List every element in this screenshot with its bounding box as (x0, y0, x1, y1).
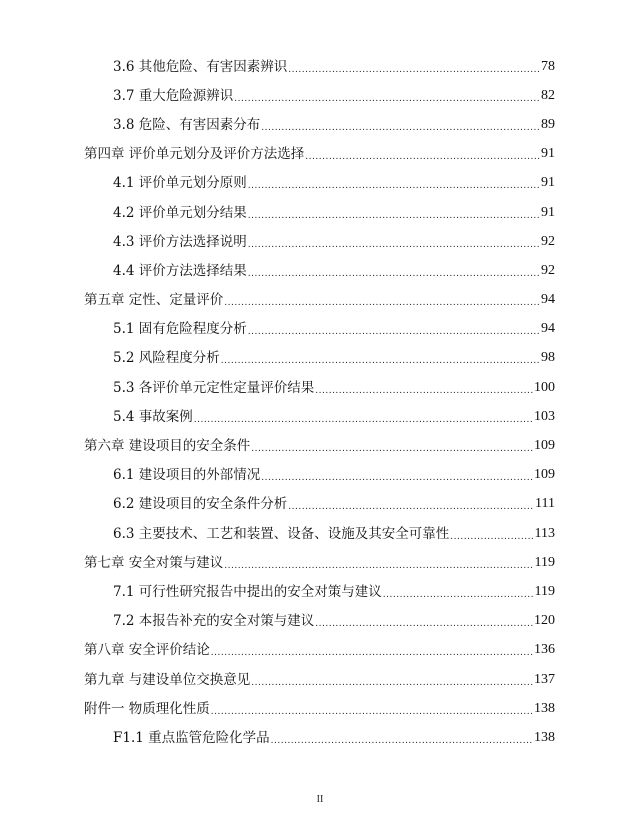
toc-entry-label: 第五章 定性、定量评价 (84, 292, 224, 309)
toc-dot-leader (261, 470, 533, 486)
toc-section-entry[interactable] (0, 198, 640, 227)
toc-section-entry[interactable] (0, 723, 640, 752)
toc-entry-page-number: 119 (534, 583, 555, 599)
toc-entry-page-number: 138 (534, 700, 555, 716)
toc-dot-leader (251, 675, 533, 691)
toc-section-entry[interactable] (0, 110, 640, 139)
toc-chapter-entry[interactable] (0, 286, 640, 315)
toc-dot-leader (288, 62, 540, 78)
toc-entry-label: 7.1 可行性研究报告中提出的安全对策与建议 (113, 583, 382, 600)
toc-dot-leader (224, 295, 540, 311)
toc-entry-label: 3.8 危险、有害因素分布 (113, 116, 261, 133)
toc-dot-leader (248, 178, 540, 194)
toc-dot-leader (251, 441, 533, 457)
toc-entry-page-number: 89 (541, 116, 555, 132)
toc-dot-leader (248, 208, 540, 224)
toc-entry-label: 4.3 评价方法选择说明 (113, 233, 247, 250)
toc-dot-leader (383, 587, 534, 603)
toc-dot-leader (211, 704, 533, 720)
toc-entry-label: F1.1 重点监管危险化学品 (113, 729, 270, 746)
toc-entry-label: 5.3 各评价单元定性定量评价结果 (113, 379, 315, 396)
toc-section-entry[interactable] (0, 256, 640, 285)
toc-dot-leader (248, 237, 540, 253)
toc-entry-page-number: 94 (541, 292, 555, 308)
toc-entry-page-number: 98 (541, 350, 555, 366)
toc-entry-label: 5.1 固有危险程度分析 (113, 321, 247, 338)
toc-dot-leader (288, 499, 534, 515)
toc-section-entry[interactable] (0, 373, 640, 402)
toc-dot-leader (315, 383, 533, 399)
toc-dot-leader (450, 529, 533, 545)
toc-entry-page-number: 119 (534, 554, 555, 570)
toc-entry-label: 第四章 评价单元划分及评价方法选择 (84, 146, 305, 163)
toc-dot-leader (261, 120, 540, 136)
toc-entry-label: 4.4 评价方法选择结果 (113, 262, 247, 279)
toc-entry-label: 4.1 评价单元划分原则 (113, 175, 247, 192)
toc-chapter-entry[interactable] (0, 694, 640, 723)
toc-entry-page-number: 94 (541, 321, 555, 337)
toc-section-entry[interactable] (0, 52, 640, 81)
toc-dot-leader (248, 266, 540, 282)
toc-section-entry[interactable] (0, 344, 640, 373)
toc-entry-page-number: 91 (541, 204, 555, 220)
toc-entry-label: 第六章 建设项目的安全条件 (84, 438, 251, 455)
toc-entry-label: 6.2 建设项目的安全条件分析 (113, 496, 288, 513)
toc-chapter-entry[interactable] (0, 431, 640, 460)
toc-dot-leader (305, 149, 540, 165)
toc-entry-page-number: 113 (534, 525, 555, 541)
toc-section-entry[interactable] (0, 402, 640, 431)
toc-entry-label: 6.3 主要技术、工艺和装置、设备、设施及其安全可靠性 (113, 525, 450, 542)
toc-dot-leader (248, 324, 540, 340)
toc-entry-label: 第七章 安全对策与建议 (84, 554, 224, 571)
toc-entry-page-number: 103 (534, 408, 555, 424)
toc-entry-page-number: 92 (541, 233, 555, 249)
toc-entry-label: 5.4 事故案例 (113, 408, 193, 425)
toc-dot-leader (194, 412, 533, 428)
toc-dot-leader (271, 733, 533, 749)
toc-entry-label: 7.2 本报告补充的安全对策与建议 (113, 613, 315, 630)
table-of-contents (0, 52, 640, 753)
toc-chapter-entry[interactable] (0, 140, 640, 169)
toc-entry-page-number: 120 (534, 613, 555, 629)
toc-dot-leader (224, 558, 533, 574)
toc-section-entry[interactable] (0, 519, 640, 548)
toc-entry-page-number: 109 (534, 467, 555, 483)
toc-section-entry[interactable] (0, 490, 640, 519)
toc-entry-label: 5.2 风险程度分析 (113, 350, 220, 367)
toc-entry-label: 第九章 与建设单位交换意见 (84, 671, 251, 688)
toc-dot-leader (234, 91, 540, 107)
toc-entry-label: 附件一 物质理化性质 (84, 700, 210, 717)
toc-entry-label: 6.1 建设项目的外部情况 (113, 467, 261, 484)
toc-dot-leader (211, 645, 533, 661)
toc-dot-leader (315, 616, 533, 632)
toc-section-entry[interactable] (0, 169, 640, 198)
toc-section-entry[interactable] (0, 461, 640, 490)
toc-section-entry[interactable] (0, 315, 640, 344)
toc-chapter-entry[interactable] (0, 665, 640, 694)
page-number: II (316, 794, 324, 805)
toc-section-entry[interactable] (0, 577, 640, 606)
toc-entry-label: 3.7 重大危险源辨识 (113, 87, 234, 104)
toc-chapter-entry[interactable] (0, 548, 640, 577)
toc-entry-page-number: 91 (541, 175, 555, 191)
toc-entry-page-number: 138 (534, 729, 555, 745)
toc-entry-label: 3.6 其他危险、有害因素辨识 (113, 58, 288, 75)
toc-entry-page-number: 100 (534, 379, 555, 395)
toc-section-entry[interactable] (0, 227, 640, 256)
toc-entry-label: 4.2 评价单元划分结果 (113, 204, 247, 221)
toc-entry-label: 第八章 安全评价结论 (84, 642, 210, 659)
toc-entry-page-number: 78 (541, 58, 555, 74)
toc-entry-page-number: 92 (541, 262, 555, 278)
toc-chapter-entry[interactable] (0, 636, 640, 665)
toc-entry-page-number: 137 (534, 671, 555, 687)
toc-section-entry[interactable] (0, 81, 640, 110)
toc-entry-page-number: 136 (534, 642, 555, 658)
toc-dot-leader (221, 353, 540, 369)
toc-entry-page-number: 111 (535, 496, 555, 512)
toc-entry-page-number: 109 (534, 438, 555, 454)
toc-entry-page-number: 91 (541, 146, 555, 162)
toc-entry-page-number: 82 (541, 87, 555, 103)
toc-section-entry[interactable] (0, 607, 640, 636)
